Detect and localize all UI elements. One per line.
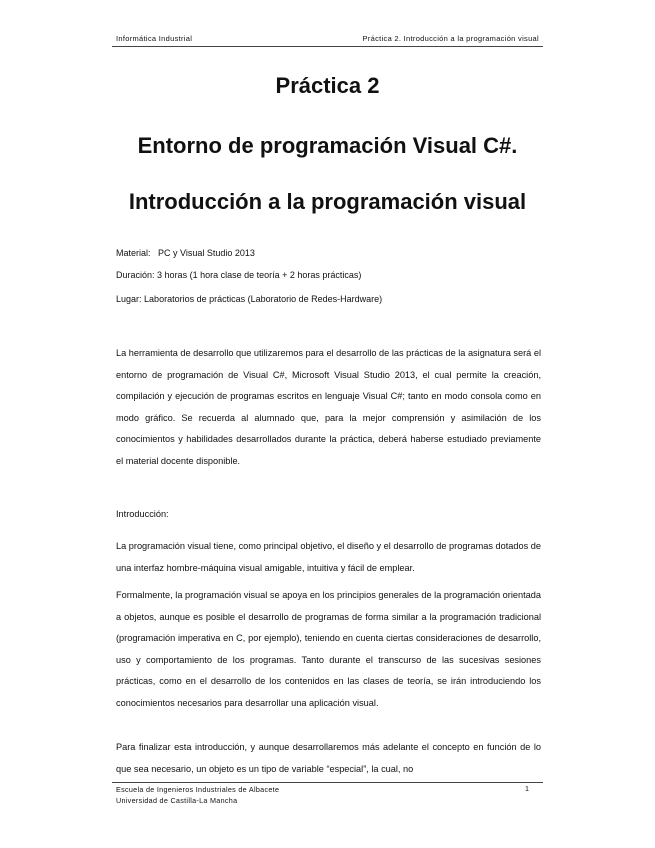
place-line: [116, 294, 382, 304]
header-left: Informática Industrial: [116, 34, 193, 43]
title-line-2: Introducción a la programación visual: [128, 189, 527, 214]
duration-label: Duración:: [116, 270, 155, 280]
paragraph-visual-programming: La programación visual tiene, como principal objetivo, el diseño y el desarrollo de programas dotados de una interfaz hombre-máquina visual amigable, intuitiva y fácil de emplear.: [116, 541, 541, 573]
material-label: Material:: [116, 248, 151, 258]
paragraph-tool: La herramienta de desarrollo que utilizaremos para el desarrollo de las prácticas de la asignatura será el entorno de programación de Visual C#, Microsoft Visual Studio 2013, el cual permite la creación, compilación y ejecución de programas escritos en lenguaje Visual C#; tanto en modo consola como en modo gráfico. Se recuerda al alumnado que, para la mejor comprensión y asimilación de los conocimientos y habilidades desarrollados durante la práctica, deberá haberse estudiado previamente el material docente disponible.: [116, 348, 541, 466]
place-label: Lugar:: [116, 294, 142, 304]
footer-rule: [112, 782, 543, 783]
paragraph-object: Para finalizar esta introducción, y aunque desarrollaremos más adelante el concepto en función de lo que sea necesario, un objeto es un tipo de variable “especial”, la cual, no: [116, 742, 541, 774]
place-value: Laboratorios de prácticas (Laboratorio de Redes-Hardware): [144, 294, 383, 304]
page-number: 1: [525, 784, 529, 793]
intro-heading: Introducción:: [116, 509, 169, 519]
material-value: PC y Visual Studio 2013: [158, 248, 255, 258]
duration-value: 3 horas (1 hora clase de teoría + 2 horas prácticas): [157, 270, 362, 280]
footer-line-1: Escuela de Ingenieros Industriales de Albacete: [116, 785, 280, 794]
page-header: [116, 34, 539, 43]
paragraph-oop: Formalmente, la programación visual se apoya en los principios generales de la programación orientada a objetos, aunque es posible el desarrollo de programas de forma similar a la programación tradicional (programación imperativa en C, por ejemplo), teniendo en cuenta ciertas consideraciones de desarrollo, uso y comportamiento de los programas. Tanto durante el transcurso de las sucesivas sesiones prácticas, como en el desarrollo de los contenidos en las clases de teoría, se irán introduciendo los conocimientos necesarios para desarrollar una aplicación visual.: [116, 590, 541, 708]
practice-title: Práctica 2: [275, 73, 380, 98]
page-footer: [116, 784, 279, 806]
header-right: Práctica 2. Introducción a la programación visual: [362, 34, 539, 43]
header-rule: [112, 46, 543, 47]
footer-line-2: Universidad de Castilla-La Mancha: [116, 796, 238, 805]
duration-line: [116, 270, 361, 280]
title-line-1: Entorno de programación Visual C#.: [137, 133, 518, 158]
material-line: [116, 248, 255, 258]
